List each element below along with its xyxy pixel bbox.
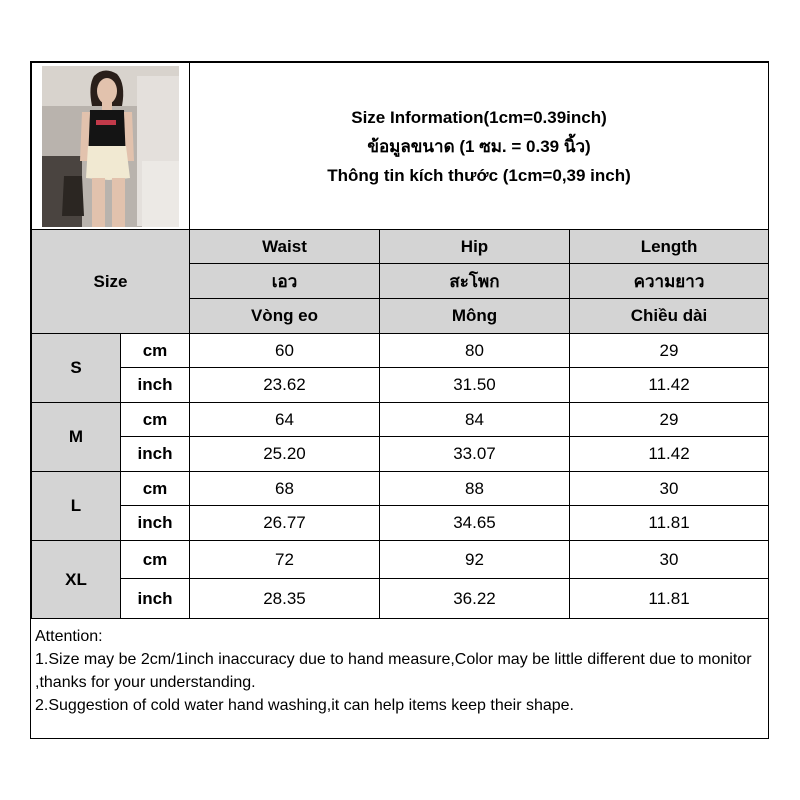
unit-cm: cm	[121, 403, 190, 437]
value-cell: 25.20	[190, 437, 380, 472]
table-row	[32, 506, 769, 541]
size-header: Size	[32, 230, 190, 334]
title-line-thai: ข้อมูลขนาด (1 ซม. = 0.39 นิ้ว)	[367, 136, 591, 156]
value-cell: 68	[190, 472, 380, 506]
value-cell: 30	[570, 541, 769, 579]
size-cell-l: L	[32, 472, 121, 541]
value-cell: 60	[190, 334, 380, 368]
attention-heading: Attention:	[35, 628, 103, 645]
col-header-hip-th: สะโพก	[380, 264, 570, 299]
value-cell: 31.50	[380, 368, 570, 403]
table-row	[32, 437, 769, 472]
col-header-hip-vi: Mông	[380, 299, 570, 334]
unit-cm: cm	[121, 541, 190, 579]
title-line-vietnamese: Thông tin kích thước (1cm=0,39 inch)	[327, 165, 631, 185]
size-cell-xl: XL	[32, 541, 121, 619]
unit-inch: inch	[121, 368, 190, 403]
value-cell: 84	[380, 403, 570, 437]
unit-cm: cm	[121, 334, 190, 368]
value-cell: 30	[570, 472, 769, 506]
col-header-waist-en: Waist	[190, 230, 380, 264]
value-cell: 33.07	[380, 437, 570, 472]
attention-note-2: 2.Suggestion of cold water hand washing,it can help items keep their shape.	[35, 697, 574, 714]
size-cell-s: S	[32, 334, 121, 403]
product-photo-cell	[32, 63, 190, 230]
value-cell: 11.81	[570, 579, 769, 619]
value-cell: 72	[190, 541, 380, 579]
model-photo-image	[42, 66, 179, 227]
table-row	[32, 403, 769, 437]
value-cell: 29	[570, 403, 769, 437]
col-header-hip-en: Hip	[380, 230, 570, 264]
unit-inch: inch	[121, 579, 190, 619]
table-row	[32, 541, 769, 579]
unit-inch: inch	[121, 437, 190, 472]
size-table	[31, 62, 769, 619]
size-info-title	[190, 63, 769, 230]
value-cell: 92	[380, 541, 570, 579]
col-header-waist-th: เอว	[190, 264, 380, 299]
value-cell: 28.35	[190, 579, 380, 619]
value-cell: 23.62	[190, 368, 380, 403]
unit-cm: cm	[121, 472, 190, 506]
value-cell: 64	[190, 403, 380, 437]
value-cell: 34.65	[380, 506, 570, 541]
attention-note-1: 1.Size may be 2cm/1inch inaccuracy due to hand measure,Color may be little different due to monitor ,thanks for your understanding.	[35, 651, 752, 691]
size-cell-m: M	[32, 403, 121, 472]
value-cell: 88	[380, 472, 570, 506]
value-cell: 11.42	[570, 368, 769, 403]
col-header-length-th: ความยาว	[570, 264, 769, 299]
unit-inch: inch	[121, 506, 190, 541]
table-row	[32, 334, 769, 368]
size-chart	[30, 61, 769, 739]
table-row	[32, 368, 769, 403]
attention-notes	[35, 625, 765, 717]
title-line-english: Size Information(1cm=0.39inch)	[351, 107, 607, 127]
col-header-length-vi: Chiều dài	[570, 299, 769, 334]
product-photo	[42, 66, 179, 227]
value-cell: 36.22	[380, 579, 570, 619]
value-cell: 29	[570, 334, 769, 368]
value-cell: 80	[380, 334, 570, 368]
value-cell: 26.77	[190, 506, 380, 541]
table-row	[32, 579, 769, 619]
table-row	[32, 472, 769, 506]
col-header-length-en: Length	[570, 230, 769, 264]
col-header-waist-vi: Vòng eo	[190, 299, 380, 334]
value-cell: 11.81	[570, 506, 769, 541]
value-cell: 11.42	[570, 437, 769, 472]
